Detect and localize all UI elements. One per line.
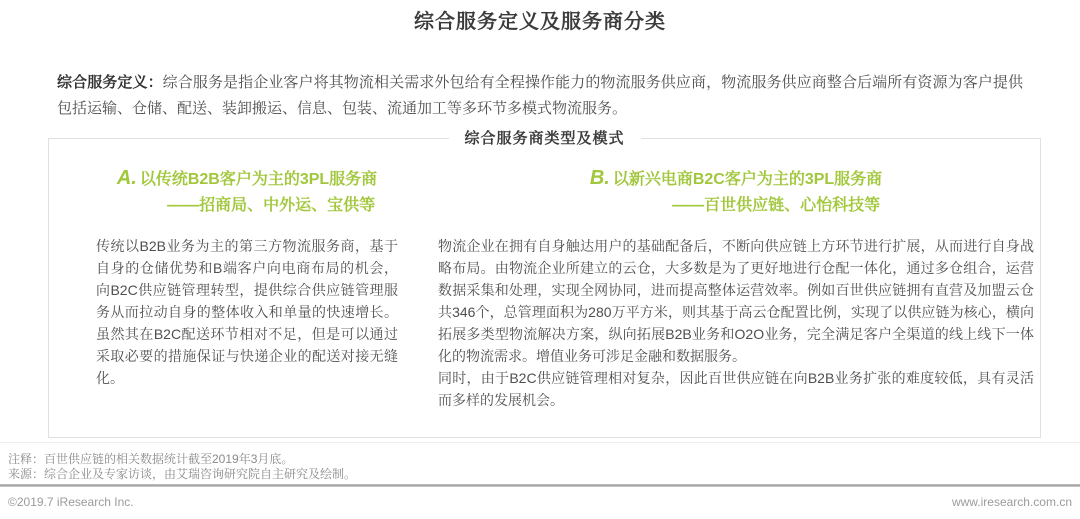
definition-text: 综合服务是指企业客户将其物流相关需求外包给有全程操作能力的物流服务供应商，物流服务供应商整合后端所有资源为客户提供包括运输、仓储、配送、装卸搬运、信息、包装、流通加工等多环节多模式物流服务。 bbox=[57, 74, 1023, 117]
definition-label: 综合服务定义： bbox=[57, 74, 163, 91]
footer-copyright: ©2019.7 iResearch Inc. bbox=[8, 495, 134, 509]
column-b-paragraph-2: 同时，由于B2C供应链管理相对复杂，因此百世供应链在向B2B业务扩张的难度较低，具有灵活而多样的发展机会。 bbox=[438, 370, 1034, 408]
footnotes bbox=[8, 452, 356, 482]
column-a-subheading: ——招商局、中外运、宝供等 bbox=[167, 197, 376, 214]
panel-title: 综合服务商类型及模式 bbox=[448, 127, 640, 150]
page-footer bbox=[8, 495, 1072, 509]
column-b-paragraph-1: 物流企业在拥有自身触达用户的基础配备后，不断向供应链上方环节进行扩展，从而进行自身战略布局。由物流企业所建立的云仓，大多数是为了更好地进行仓配一体化，通过多仓组合，运营数据采集和处理，实现全网协同，进而提高整体运营效率。例如百世供应链拥有直营及加盟云仓共346个，总管理面积为280万平方米，则其基于高云仓配置比例，实现了以供应链为核心，横向拓展多类型物流解决方案，纵向拓展B2B业务和O2O业务，完全满足客户全渠道的线上线下一体化的物流需求。增值业务可涉足金融和数据服务。 bbox=[438, 238, 1034, 364]
column-a-header bbox=[96, 165, 398, 219]
divider-light bbox=[0, 442, 1080, 443]
column-b-ecommerce-b2c bbox=[438, 165, 1034, 411]
column-b-header-inner bbox=[590, 165, 882, 219]
column-a-heading: 以传统B2B客户为主的3PL服务商 bbox=[139, 171, 378, 188]
column-b-subheading: ——百世供应链、心怡科技等 bbox=[672, 197, 881, 214]
column-b-heading: 以新兴电商B2C客户为主的3PL服务商 bbox=[612, 171, 883, 188]
column-a-traditional-b2b bbox=[96, 165, 398, 389]
column-a-heading-line bbox=[117, 165, 377, 193]
column-b-label: B. bbox=[589, 167, 610, 189]
note-source: 来源：综合企业及专家访谈，由艾瑞咨询研究院自主研究及绘制。 bbox=[8, 467, 357, 481]
note-annotation: 注释：百世供应链的相关数据统计截至2019年3月底。 bbox=[8, 452, 294, 466]
column-a-header-inner bbox=[117, 165, 377, 219]
divider-dark bbox=[0, 484, 1080, 487]
column-b-heading-line bbox=[590, 165, 882, 193]
page-title: 综合服务定义及服务商分类 bbox=[414, 11, 666, 33]
footer-website: www.iresearch.com.cn bbox=[951, 495, 1072, 509]
definition-paragraph bbox=[57, 70, 1023, 122]
service-provider-panel bbox=[48, 130, 1041, 438]
column-a-label: A. bbox=[116, 167, 137, 189]
column-a-paragraph: 传统以B2B业务为主的第三方物流服务商，基于自身的仓储优势和B端客户向电商布局的机会，向B2C供应链管理转型，提供综合供应链管理服务从而拉动自身的整体收入和单量的快速增长。虽然其在B2C配送环节相对不足，但是可以通过采取必要的措施保证与快递企业的配送对接无缝化。 bbox=[96, 238, 398, 386]
column-b-header bbox=[438, 165, 1034, 219]
